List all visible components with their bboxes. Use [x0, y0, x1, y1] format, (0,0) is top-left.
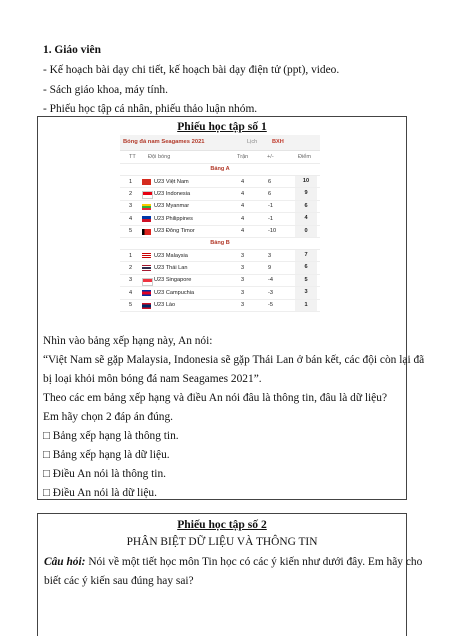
- teacher-item: - Sách giáo khoa, máy tính.: [43, 84, 168, 96]
- team-name-cell: U23 Campuchia: [154, 289, 195, 296]
- played-cell: 3: [241, 302, 245, 309]
- team-name-cell: U23 Thái Lan: [154, 264, 188, 271]
- goal-diff-cell: -1: [268, 215, 273, 222]
- col-tt: TT: [129, 154, 136, 160]
- table-row: [120, 213, 320, 225]
- team-name-cell: U23 Indonesia: [154, 190, 191, 197]
- answer-option[interactable]: □ Bảng xếp hạng là thông tin.: [43, 430, 179, 442]
- rank-cell: 1: [129, 252, 133, 259]
- team-name-cell: U23 Lào: [154, 302, 176, 309]
- played-cell: 3: [241, 264, 245, 271]
- column-headers: [120, 151, 320, 164]
- question-continued: biết các ý kiến sau đúng hay sai?: [44, 575, 194, 587]
- answer-option[interactable]: □ Điều An nói là thông tin.: [43, 468, 166, 480]
- table-row: [120, 226, 320, 238]
- paragraph: Em hãy chọn 2 đáp án đúng.: [43, 411, 174, 423]
- points-cell: 0: [295, 226, 317, 237]
- goal-diff-cell: 6: [268, 178, 272, 185]
- played-cell: 3: [241, 289, 245, 296]
- table-row: [120, 287, 320, 299]
- tab-schedule[interactable]: Lịch: [247, 139, 258, 145]
- flag-icon: [142, 253, 151, 259]
- team-name-cell: U23 Myanmar: [154, 203, 190, 210]
- team-name-cell: U23 Đông Timor: [154, 228, 195, 235]
- question-label: Câu hỏi:: [44, 556, 86, 568]
- goal-diff-cell: -10: [268, 228, 277, 235]
- played-cell: 4: [241, 215, 245, 222]
- team-name-cell: U23 Philippines: [154, 215, 193, 222]
- tab-standings[interactable]: BXH: [272, 139, 284, 145]
- standings-title: Bóng đá nam Seagames 2021: [123, 139, 205, 145]
- points-cell: 6: [295, 262, 317, 273]
- paragraph: bị loại khỏi môn bóng đá nam Seagames 2021”.: [43, 373, 262, 385]
- points-cell: 7: [295, 250, 317, 261]
- worksheet-1-title: Phiếu học tập số 1: [177, 120, 267, 133]
- rank-cell: 3: [129, 203, 133, 210]
- teacher-item: - Phiếu học tập cá nhân, phiếu thảo luận nhóm.: [43, 103, 258, 115]
- flag-icon: [142, 216, 151, 222]
- team-name-cell: U23 Việt Nam: [154, 178, 189, 185]
- flag-icon: [142, 204, 151, 210]
- table-row: [120, 201, 320, 213]
- played-cell: 3: [241, 277, 245, 284]
- group-a-label: Bảng A: [120, 164, 320, 176]
- section-heading: 1. Giáo viên: [43, 44, 101, 56]
- goal-diff-cell: 3: [268, 252, 272, 259]
- goal-diff-cell: -5: [268, 302, 273, 309]
- goal-diff-cell: 9: [268, 264, 272, 271]
- worksheet-2-box: [37, 513, 423, 636]
- standings-header: [120, 135, 320, 151]
- points-cell: 1: [295, 300, 317, 311]
- played-cell: 4: [241, 228, 245, 235]
- flag-icon: [142, 229, 151, 235]
- col-gd: +/-: [267, 154, 274, 160]
- rank-cell: 1: [129, 178, 133, 185]
- played-cell: 4: [241, 203, 245, 210]
- paragraph: Theo các em bảng xếp hạng và điều An nói đâu là thông tin, đâu là dữ liệu?: [43, 392, 387, 404]
- paragraph: Nhìn vào bảng xếp hạng này, An nói:: [43, 335, 213, 347]
- paragraph: “Việt Nam sẽ gặp Malaysia, Indonesia sẽ gặp Thái Lan ở bán kết, các đội còn lại đã: [43, 354, 425, 366]
- table-row: [120, 262, 320, 274]
- rank-cell: 4: [129, 215, 133, 222]
- rank-cell: 2: [129, 190, 133, 197]
- answer-option[interactable]: □ Điều An nói là dữ liệu.: [43, 487, 157, 499]
- col-team: Đội bóng: [148, 154, 171, 160]
- goal-diff-cell: -4: [268, 277, 273, 284]
- rank-cell: 3: [129, 277, 133, 284]
- table-row: [120, 300, 320, 312]
- points-cell: 9: [295, 188, 317, 199]
- flag-icon: [142, 191, 153, 199]
- points-cell: 4: [295, 213, 317, 224]
- answer-option[interactable]: □ Bảng xếp hạng là dữ liệu.: [43, 449, 170, 461]
- played-cell: 4: [241, 190, 245, 197]
- table-row: [120, 250, 320, 262]
- flag-icon: [142, 179, 151, 185]
- points-cell: 3: [295, 287, 317, 298]
- table-row: [120, 275, 320, 287]
- col-points: Điểm: [298, 154, 312, 160]
- points-cell: 10: [295, 176, 317, 187]
- standings-table: [120, 135, 320, 312]
- goal-diff-cell: -3: [268, 289, 273, 296]
- rank-cell: 4: [129, 289, 133, 296]
- question-text: Nói về một tiết học môn Tin học có các ý kiến như dưới đây. Em hãy cho: [85, 556, 423, 568]
- teacher-item: - Kế hoạch bài dạy chi tiết, kế hoạch bài dạy điện tử (ppt), video.: [43, 64, 340, 76]
- points-cell: 5: [295, 275, 317, 286]
- rank-cell: 5: [129, 302, 133, 309]
- flag-icon: [142, 265, 151, 271]
- played-cell: 4: [241, 178, 245, 185]
- group-b-label: Bảng B: [120, 238, 320, 250]
- worksheet-2-subtitle: PHÂN BIỆT DỮ LIỆU VÀ THÔNG TIN: [126, 536, 318, 548]
- goal-diff-cell: -1: [268, 203, 273, 210]
- goal-diff-cell: 6: [268, 190, 272, 197]
- col-played: Trận: [237, 154, 249, 160]
- points-cell: 6: [295, 201, 317, 212]
- rank-cell: 5: [129, 228, 133, 235]
- flag-icon: [142, 290, 151, 296]
- team-name-cell: U23 Singapore: [154, 277, 192, 284]
- team-name-cell: U23 Malaysia: [154, 252, 188, 259]
- played-cell: 3: [241, 252, 245, 259]
- question: [44, 555, 422, 569]
- table-row: [120, 176, 320, 188]
- table-row: [120, 188, 320, 200]
- flag-icon: [142, 303, 151, 309]
- rank-cell: 2: [129, 264, 133, 271]
- flag-icon: [142, 278, 153, 286]
- worksheet-2-title: Phiếu học tập số 2: [177, 518, 267, 531]
